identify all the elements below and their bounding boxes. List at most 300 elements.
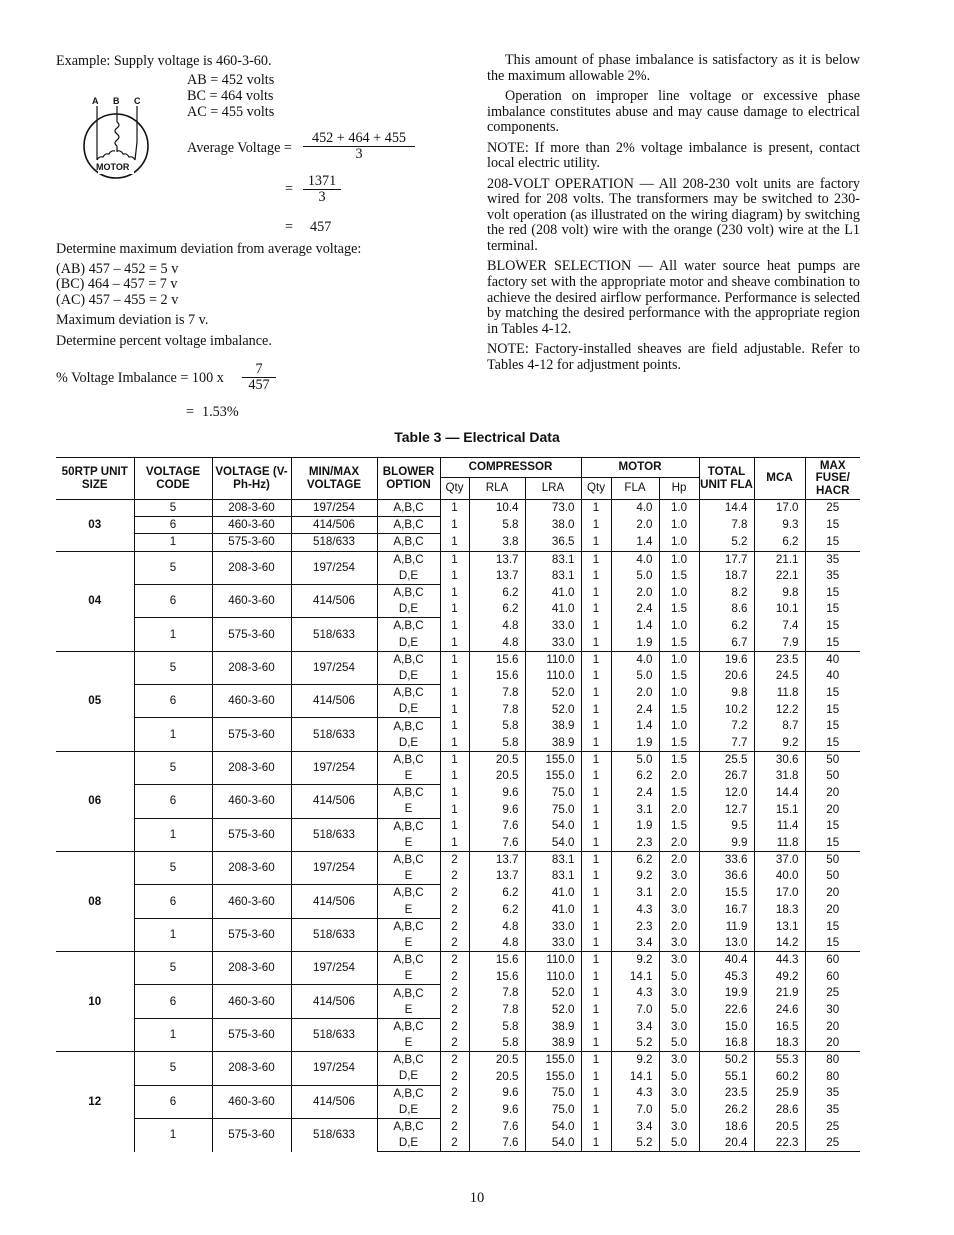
voltage-code-cell: 5 xyxy=(134,500,212,517)
max-fuse-cell: 80 xyxy=(805,1068,860,1085)
motor-qty-cell: 1 xyxy=(581,1035,611,1052)
average-result: 457 xyxy=(310,219,332,235)
compressor-qty-cell: 2 xyxy=(440,1052,469,1069)
max-fuse-cell: 50 xyxy=(805,751,860,768)
header-compressor-qty: Qty xyxy=(440,478,469,500)
header-fla: FLA xyxy=(611,478,659,500)
header-blower-option: BLOWER OPTION xyxy=(377,458,440,500)
rla-cell: 5.8 xyxy=(469,735,525,752)
rla-cell: 5.8 xyxy=(469,1035,525,1052)
compressor-qty-cell: 1 xyxy=(440,500,469,517)
voltage-cell: 575-3-60 xyxy=(212,534,291,551)
rla-cell: 9.6 xyxy=(469,801,525,818)
blower-option-cell: D,E xyxy=(377,568,440,585)
motor-qty-cell: 1 xyxy=(581,1052,611,1069)
lra-cell: 75.0 xyxy=(525,1102,581,1119)
min-max-cell: 414/506 xyxy=(291,985,377,1018)
header-voltage-code: VOLTAGE CODE xyxy=(134,458,212,500)
hp-cell: 3.0 xyxy=(659,985,699,1002)
hp-cell: 1.0 xyxy=(659,651,699,668)
compressor-qty-cell: 1 xyxy=(440,651,469,668)
total-fla-cell: 33.6 xyxy=(699,851,754,868)
voltage-code-cell: 6 xyxy=(134,885,212,918)
total-fla-cell: 8.6 xyxy=(699,601,754,618)
hp-cell: 1.0 xyxy=(659,517,699,534)
motor-qty-cell: 1 xyxy=(581,935,611,952)
max-fuse-cell: 20 xyxy=(805,885,860,902)
deviation-ab: (AB) 457 – 452 = 5 v xyxy=(56,261,179,277)
motor-qty-cell: 1 xyxy=(581,1118,611,1135)
compressor-qty-cell: 2 xyxy=(440,968,469,985)
blower-option-cell: D,E xyxy=(377,1135,440,1152)
total-fla-cell: 19.6 xyxy=(699,651,754,668)
mca-cell: 23.5 xyxy=(754,651,805,668)
mca-cell: 25.9 xyxy=(754,1085,805,1102)
max-fuse-cell: 40 xyxy=(805,668,860,685)
paragraph-blower-selection: BLOWER SELECTION — All water source heat pumps are factory set with the appropriate motor and sheave combination to achieve the desired airflow performance. Performance is selected by matching the desired performance with the appropriate region in Tables 4-12. xyxy=(487,258,860,337)
compressor-qty-cell: 2 xyxy=(440,1135,469,1152)
fla-cell: 2.4 xyxy=(611,601,659,618)
compressor-qty-cell: 2 xyxy=(440,1018,469,1035)
voltage-code-cell: 1 xyxy=(134,918,212,951)
motor-qty-cell: 1 xyxy=(581,801,611,818)
blower-option-cell: D,E xyxy=(377,601,440,618)
voltage-cell: 460-3-60 xyxy=(212,985,291,1018)
table-row xyxy=(56,1052,860,1069)
motor-qty-cell: 1 xyxy=(581,918,611,935)
ac-voltage: AC = 455 volts xyxy=(187,104,275,120)
blower-option-cell: A,B,C xyxy=(377,818,440,835)
unit-size-cell: 06 xyxy=(56,751,134,851)
right-column xyxy=(487,53,860,378)
mca-cell: 60.2 xyxy=(754,1068,805,1085)
fla-cell: 2.4 xyxy=(611,785,659,802)
mca-cell: 24.6 xyxy=(754,1002,805,1019)
max-fuse-cell: 15 xyxy=(805,718,860,735)
total-fla-cell: 11.9 xyxy=(699,918,754,935)
compressor-qty-cell: 1 xyxy=(440,517,469,534)
table-row xyxy=(56,685,860,702)
hp-cell: 1.5 xyxy=(659,568,699,585)
mca-cell: 10.1 xyxy=(754,601,805,618)
min-max-cell: 197/254 xyxy=(291,751,377,784)
min-max-cell: 518/633 xyxy=(291,534,377,551)
voltage-cell: 460-3-60 xyxy=(212,885,291,918)
header-motor-qty: Qty xyxy=(581,478,611,500)
rla-cell: 4.8 xyxy=(469,618,525,635)
blower-option-cell: A,B,C xyxy=(377,500,440,517)
table-row xyxy=(56,918,860,935)
mca-cell: 21.9 xyxy=(754,985,805,1002)
header-hp: Hp xyxy=(659,478,699,500)
rla-cell: 7.6 xyxy=(469,1135,525,1152)
fla-cell: 6.2 xyxy=(611,768,659,785)
mca-cell: 18.3 xyxy=(754,1035,805,1052)
fla-cell: 1.4 xyxy=(611,618,659,635)
blower-option-cell: D,E xyxy=(377,735,440,752)
rla-cell: 13.7 xyxy=(469,568,525,585)
electrical-data-table xyxy=(56,457,860,1152)
table-row xyxy=(56,751,860,768)
total-fla-cell: 36.6 xyxy=(699,868,754,885)
motor-qty-cell: 1 xyxy=(581,785,611,802)
lra-cell: 155.0 xyxy=(525,1068,581,1085)
blower-option-cell: A,B,C xyxy=(377,985,440,1002)
motor-qty-cell: 1 xyxy=(581,534,611,551)
rla-cell: 5.8 xyxy=(469,718,525,735)
unit-size-cell: 05 xyxy=(56,651,134,751)
hp-cell: 1.5 xyxy=(659,601,699,618)
voltage-code-cell: 1 xyxy=(134,818,212,851)
hp-cell: 5.0 xyxy=(659,968,699,985)
motor-qty-cell: 1 xyxy=(581,551,611,568)
fla-cell: 14.1 xyxy=(611,968,659,985)
rla-cell: 9.6 xyxy=(469,1085,525,1102)
blower-option-cell: A,B,C xyxy=(377,1118,440,1135)
voltage-cell: 208-3-60 xyxy=(212,952,291,985)
lra-cell: 110.0 xyxy=(525,668,581,685)
rla-cell: 13.7 xyxy=(469,868,525,885)
motor-qty-cell: 1 xyxy=(581,952,611,969)
compressor-qty-cell: 1 xyxy=(440,818,469,835)
max-fuse-cell: 25 xyxy=(805,500,860,517)
min-max-cell: 414/506 xyxy=(291,1085,377,1118)
max-fuse-cell: 15 xyxy=(805,685,860,702)
rla-cell: 7.8 xyxy=(469,685,525,702)
blower-option-cell: E xyxy=(377,768,440,785)
mca-cell: 44.3 xyxy=(754,952,805,969)
motor-qty-cell: 1 xyxy=(581,718,611,735)
hp-cell: 3.0 xyxy=(659,902,699,919)
unit-size-cell: 03 xyxy=(56,500,134,552)
total-fla-cell: 14.4 xyxy=(699,500,754,517)
min-max-cell: 414/506 xyxy=(291,584,377,617)
ab-voltage: AB = 452 volts xyxy=(187,72,275,88)
header-max-fuse: MAX FUSE/ HACR xyxy=(805,458,860,500)
equals-sign-2: = xyxy=(285,219,294,235)
motor-qty-cell: 1 xyxy=(581,635,611,652)
fla-cell: 9.2 xyxy=(611,1052,659,1069)
voltage-cell: 575-3-60 xyxy=(212,1018,291,1051)
motor-qty-cell: 1 xyxy=(581,868,611,885)
rla-cell: 4.8 xyxy=(469,635,525,652)
blower-option-cell: A,B,C xyxy=(377,751,440,768)
mca-cell: 22.3 xyxy=(754,1135,805,1152)
blower-option-cell: E xyxy=(377,801,440,818)
max-fuse-cell: 15 xyxy=(805,818,860,835)
motor-qty-cell: 1 xyxy=(581,651,611,668)
bc-voltage: BC = 464 volts xyxy=(187,88,274,104)
lra-cell: 41.0 xyxy=(525,584,581,601)
motor-qty-cell: 1 xyxy=(581,835,611,852)
motor-label-c: C xyxy=(134,96,141,106)
rla-cell: 6.2 xyxy=(469,584,525,601)
mca-cell: 9.3 xyxy=(754,517,805,534)
max-fuse-cell: 15 xyxy=(805,935,860,952)
rla-cell: 7.6 xyxy=(469,835,525,852)
max-fuse-cell: 35 xyxy=(805,1085,860,1102)
table-row xyxy=(56,718,860,735)
lra-cell: 75.0 xyxy=(525,801,581,818)
fla-cell: 1.9 xyxy=(611,635,659,652)
hp-cell: 2.0 xyxy=(659,851,699,868)
max-deviation: Maximum deviation is 7 v. xyxy=(56,312,209,328)
total-fla-cell: 23.5 xyxy=(699,1085,754,1102)
max-fuse-cell: 15 xyxy=(805,835,860,852)
hp-cell: 1.5 xyxy=(659,818,699,835)
deviation-ac: (AC) 457 – 455 = 2 v xyxy=(56,292,179,308)
compressor-qty-cell: 2 xyxy=(440,851,469,868)
total-fla-cell: 13.0 xyxy=(699,935,754,952)
voltage-code-cell: 6 xyxy=(134,1085,212,1118)
lra-cell: 36.5 xyxy=(525,534,581,551)
total-fla-cell: 7.2 xyxy=(699,718,754,735)
mca-cell: 11.8 xyxy=(754,835,805,852)
motor-qty-cell: 1 xyxy=(581,885,611,902)
fla-cell: 9.2 xyxy=(611,952,659,969)
motor-qty-cell: 1 xyxy=(581,618,611,635)
motor-qty-cell: 1 xyxy=(581,851,611,868)
voltage-cell: 208-3-60 xyxy=(212,551,291,584)
max-fuse-cell: 15 xyxy=(805,735,860,752)
header-min-max-voltage: MIN/MAX VOLTAGE xyxy=(291,458,377,500)
total-fla-cell: 18.6 xyxy=(699,1118,754,1135)
mca-cell: 12.2 xyxy=(754,701,805,718)
mca-cell: 11.8 xyxy=(754,685,805,702)
voltage-code-cell: 5 xyxy=(134,651,212,684)
total-fla-cell: 22.6 xyxy=(699,1002,754,1019)
total-fla-cell: 6.2 xyxy=(699,618,754,635)
hp-cell: 5.0 xyxy=(659,1102,699,1119)
max-fuse-cell: 60 xyxy=(805,952,860,969)
blower-option-cell: E xyxy=(377,1035,440,1052)
rla-cell: 20.5 xyxy=(469,1052,525,1069)
max-fuse-cell: 15 xyxy=(805,517,860,534)
max-fuse-cell: 15 xyxy=(805,918,860,935)
imbalance-numerator: 7 xyxy=(255,361,263,377)
voltage-cell: 460-3-60 xyxy=(212,1085,291,1118)
hp-cell: 3.0 xyxy=(659,868,699,885)
min-max-cell: 518/633 xyxy=(291,1018,377,1051)
hp-cell: 3.0 xyxy=(659,935,699,952)
lra-cell: 54.0 xyxy=(525,835,581,852)
motor-qty-cell: 1 xyxy=(581,1068,611,1085)
rla-cell: 15.6 xyxy=(469,968,525,985)
lra-cell: 38.0 xyxy=(525,517,581,534)
voltage-code-cell: 1 xyxy=(134,1118,212,1151)
compressor-qty-cell: 2 xyxy=(440,868,469,885)
hp-cell: 2.0 xyxy=(659,918,699,935)
compressor-qty-cell: 2 xyxy=(440,952,469,969)
rla-cell: 15.6 xyxy=(469,668,525,685)
compressor-qty-cell: 1 xyxy=(440,551,469,568)
table-title: Table 3 — Electrical Data xyxy=(394,429,560,445)
lra-cell: 54.0 xyxy=(525,818,581,835)
mca-cell: 16.5 xyxy=(754,1018,805,1035)
total-fla-cell: 50.2 xyxy=(699,1052,754,1069)
blower-option-cell: A,B,C xyxy=(377,1085,440,1102)
min-max-cell: 518/633 xyxy=(291,718,377,751)
fla-cell: 2.3 xyxy=(611,835,659,852)
blower-option-cell: A,B,C xyxy=(377,1052,440,1069)
equals-sign-1: = xyxy=(285,181,294,197)
motor-qty-cell: 1 xyxy=(581,500,611,517)
lra-cell: 33.0 xyxy=(525,935,581,952)
total-fla-cell: 9.9 xyxy=(699,835,754,852)
mca-cell: 20.5 xyxy=(754,1118,805,1135)
compressor-qty-cell: 2 xyxy=(440,918,469,935)
hp-cell: 2.0 xyxy=(659,835,699,852)
max-fuse-cell: 20 xyxy=(805,1035,860,1052)
fla-cell: 3.4 xyxy=(611,1018,659,1035)
imbalance-label: % Voltage Imbalance = 100 x xyxy=(56,370,224,386)
compressor-qty-cell: 1 xyxy=(440,751,469,768)
voltage-cell: 575-3-60 xyxy=(212,718,291,751)
voltage-cell: 575-3-60 xyxy=(212,618,291,651)
paragraph-208-volt-operation: 208-VOLT OPERATION — All 208-230 volt units are factory wired for 208 volts. The transformers may be switched to 230-volt operation (as illustrated on the wiring diagram) by switching the red (208 volt) wire with the orange (230 volt) wire at the L1 terminal. xyxy=(487,175,860,254)
fla-cell: 2.0 xyxy=(611,685,659,702)
lra-cell: 54.0 xyxy=(525,1118,581,1135)
voltage-cell: 208-3-60 xyxy=(212,851,291,884)
mca-cell: 17.0 xyxy=(754,885,805,902)
compressor-qty-cell: 2 xyxy=(440,902,469,919)
hp-cell: 5.0 xyxy=(659,1068,699,1085)
blower-option-cell: D,E xyxy=(377,635,440,652)
lra-cell: 83.1 xyxy=(525,568,581,585)
avg-voltage-label: Average Voltage = xyxy=(187,140,292,156)
blower-option-cell: D,E xyxy=(377,668,440,685)
mca-cell: 6.2 xyxy=(754,534,805,551)
lra-cell: 41.0 xyxy=(525,902,581,919)
max-fuse-cell: 15 xyxy=(805,601,860,618)
voltage-cell: 460-3-60 xyxy=(212,584,291,617)
compressor-qty-cell: 1 xyxy=(440,835,469,852)
page-number: 10 xyxy=(469,1190,485,1206)
hp-cell: 1.5 xyxy=(659,701,699,718)
table-row xyxy=(56,651,860,668)
rla-cell: 7.8 xyxy=(469,1002,525,1019)
max-fuse-cell: 25 xyxy=(805,985,860,1002)
min-max-cell: 197/254 xyxy=(291,500,377,517)
deviation-title: Determine maximum deviation from average voltage: xyxy=(56,241,362,257)
fla-cell: 2.4 xyxy=(611,701,659,718)
rla-cell: 4.8 xyxy=(469,918,525,935)
hp-cell: 1.0 xyxy=(659,618,699,635)
mca-cell: 28.6 xyxy=(754,1102,805,1119)
total-fla-cell: 55.1 xyxy=(699,1068,754,1085)
blower-option-cell: D,E xyxy=(377,1068,440,1085)
min-max-cell: 197/254 xyxy=(291,651,377,684)
lra-cell: 75.0 xyxy=(525,785,581,802)
table-row xyxy=(56,1018,860,1035)
voltage-cell: 575-3-60 xyxy=(212,918,291,951)
min-max-cell: 197/254 xyxy=(291,851,377,884)
mca-cell: 18.3 xyxy=(754,902,805,919)
total-fla-cell: 16.8 xyxy=(699,1035,754,1052)
min-max-cell: 518/633 xyxy=(291,818,377,851)
table-row xyxy=(56,985,860,1002)
hp-cell: 1.0 xyxy=(659,534,699,551)
compressor-qty-cell: 1 xyxy=(440,534,469,551)
imbalance-equals: = xyxy=(186,404,195,420)
fla-cell: 4.0 xyxy=(611,551,659,568)
max-fuse-cell: 30 xyxy=(805,1002,860,1019)
voltage-cell: 208-3-60 xyxy=(212,751,291,784)
rla-cell: 10.4 xyxy=(469,500,525,517)
table-row xyxy=(56,551,860,568)
voltage-cell: 460-3-60 xyxy=(212,517,291,534)
lra-cell: 38.9 xyxy=(525,1018,581,1035)
fla-cell: 3.4 xyxy=(611,935,659,952)
max-fuse-cell: 35 xyxy=(805,568,860,585)
lra-cell: 155.0 xyxy=(525,751,581,768)
lra-cell: 83.1 xyxy=(525,851,581,868)
table-row xyxy=(56,1085,860,1102)
total-fla-cell: 19.9 xyxy=(699,985,754,1002)
motor-qty-cell: 1 xyxy=(581,584,611,601)
blower-option-cell: A,B,C xyxy=(377,918,440,935)
rla-cell: 13.7 xyxy=(469,551,525,568)
total-fla-cell: 20.6 xyxy=(699,668,754,685)
compressor-qty-cell: 1 xyxy=(440,601,469,618)
header-lra: LRA xyxy=(525,478,581,500)
total-fla-cell: 8.2 xyxy=(699,584,754,601)
lra-cell: 41.0 xyxy=(525,885,581,902)
table-row xyxy=(56,785,860,802)
min-max-cell: 518/633 xyxy=(291,918,377,951)
max-fuse-cell: 15 xyxy=(805,635,860,652)
total-fla-cell: 5.2 xyxy=(699,534,754,551)
compressor-qty-cell: 2 xyxy=(440,935,469,952)
voltage-cell: 208-3-60 xyxy=(212,651,291,684)
rla-cell: 7.6 xyxy=(469,818,525,835)
fla-cell: 7.0 xyxy=(611,1002,659,1019)
mca-cell: 9.2 xyxy=(754,735,805,752)
lra-cell: 54.0 xyxy=(525,1135,581,1152)
sum-denominator: 3 xyxy=(303,189,341,205)
hp-cell: 5.0 xyxy=(659,1035,699,1052)
voltage-cell: 575-3-60 xyxy=(212,1118,291,1151)
hp-cell: 1.0 xyxy=(659,551,699,568)
hp-cell: 3.0 xyxy=(659,1085,699,1102)
lra-cell: 110.0 xyxy=(525,952,581,969)
total-fla-cell: 26.7 xyxy=(699,768,754,785)
fla-cell: 2.0 xyxy=(611,517,659,534)
motor-qty-cell: 1 xyxy=(581,668,611,685)
motor-qty-cell: 1 xyxy=(581,818,611,835)
voltage-cell: 208-3-60 xyxy=(212,500,291,517)
hp-cell: 1.5 xyxy=(659,751,699,768)
rla-cell: 7.6 xyxy=(469,1118,525,1135)
rla-cell: 4.8 xyxy=(469,935,525,952)
lra-cell: 110.0 xyxy=(525,968,581,985)
hp-cell: 1.0 xyxy=(659,685,699,702)
max-fuse-cell: 50 xyxy=(805,768,860,785)
min-max-cell: 197/254 xyxy=(291,1052,377,1085)
max-fuse-cell: 25 xyxy=(805,1118,860,1135)
blower-option-cell: A,B,C xyxy=(377,1018,440,1035)
hp-cell: 5.0 xyxy=(659,1135,699,1152)
note-voltage-imbalance: NOTE: If more than 2% voltage imbalance is present, contact local electric utility. xyxy=(487,139,860,172)
rla-cell: 5.8 xyxy=(469,517,525,534)
fla-cell: 3.1 xyxy=(611,801,659,818)
mca-cell: 55.3 xyxy=(754,1052,805,1069)
rla-cell: 6.2 xyxy=(469,601,525,618)
motor-diagram xyxy=(80,94,152,182)
hp-cell: 2.0 xyxy=(659,801,699,818)
hp-cell: 1.0 xyxy=(659,500,699,517)
max-fuse-cell: 80 xyxy=(805,1052,860,1069)
